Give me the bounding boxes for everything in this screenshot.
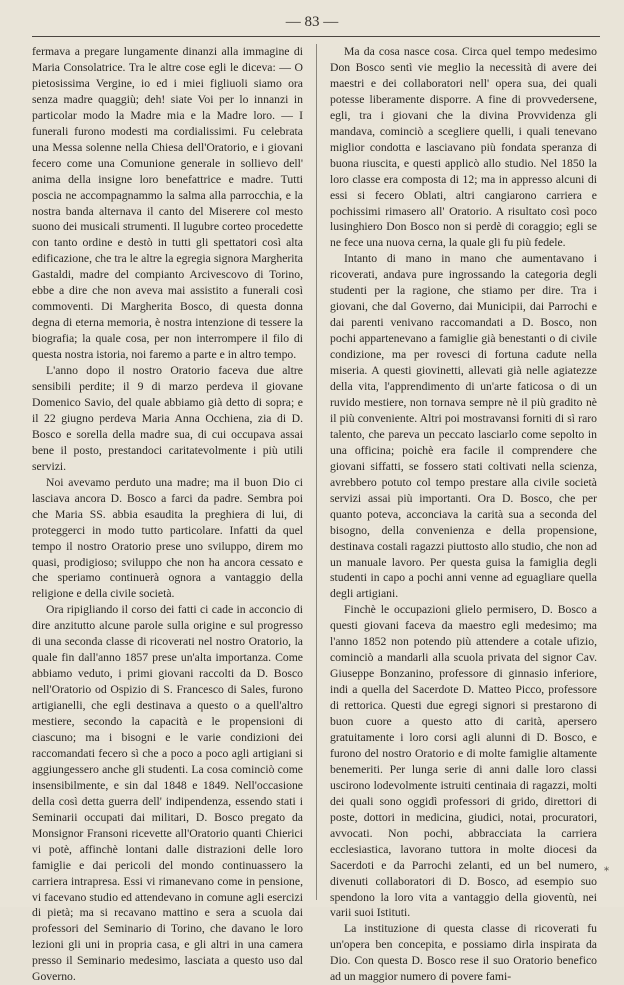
header-rule: [32, 36, 600, 37]
left-column: [32, 44, 303, 984]
column-divider: [316, 44, 317, 900]
page-number: — 83 —: [285, 14, 339, 30]
paragraph: Ma da cosa nasce cosa. Circa quel tempo medesimo Don Bosco sentì vie meglio la necessità di avere dei maestri e dei collaboratori nell' opera sua, dei quali potesse liberamente disporre. A fine di provvedersene, egli, tra i giovani che la divina Provvidenza gli mandava, cominciò a scegliere quelli, i quali tenevano miglior condotta e lasciavano più fondata speranza di buona riuscita, e questi applicò allo studio. Nel 1850 la loro classe era composta di 12; ma in appresso alcuni di essi si fecero Oblati, altri cangiarono carriera e pochissimi rimasero all' Oratorio. A risultato così poco lusinghiero Don Bosco non si perdè di coraggio; egli se ne fece una nuova cerna, la quale gli fu più fedele.: [330, 45, 597, 250]
paragraph: L'anno dopo il nostro Oratorio faceva due altre sensibili perdite; il 9 di marzo perdeva il giovane Domenico Savio, del quale abbiamo già detto di sopra; e il 22 giugno perdeva Maria Anna Occhiena, zia di D. Bosco e sorella della madre sua, di cui occupava assai bene il posto, prestandoci caritatevolmente i più utili servizi.: [32, 364, 303, 473]
paragraph: fermava a pregare lungamente dinanzi alla immagine di Maria Consolatrice. Tra le altre cose egli le diceva: — O pietosissima Vergine, io ed i miei figliuoli siamo ora senza madre quaggiù; deh! siate Voi per lo innanzi in particolar modo la Madre mia e la Madre loro. — I funerali furono modesti ma cordialissimi. Fu celebrata una Messa solenne nella Chiesa dell'Oratorio, e i giovani fecero come una Comunione generale in sollievo dell' anima della insigne loro benefattrice e madre. Tutti poscia ne accompagnammo la salma alla parrocchia, e la nostra banda alternava il canto del Miserere col mesto suono dei musicali strumenti. Il lugubre corteo procedette con tanto ordine e destò in tutti gli spettatori così alta edificazione, che tra le altre la egregia signora Margherita Gastaldi, madre del compianto Arcivescovo di Torino, ebbe a dire che non aveva mai assistito a funerali così commoventi. Di Margherita Bosco, di questa donna degna di eterna memoria, è nostra intenzione di tessere la biografia; la quale cosa, per non interrompere il filo di questa nostra istoria, noi faremo a parte e in altro tempo.: [32, 45, 303, 362]
paragraph: Noi avevamo perduto una madre; ma il buon Dio ci lasciava ancora D. Bosco a farci da padre. Sembra poi che Maria SS. abbia esaudita la preghiera di lui, di proteggerci in modo tutto particolare. Infatti da quel tempo il nostro Oratorio prese uno sviluppo, direm mo quasi, prodigioso; sviluppo che non ha ancora cessato e che speriamo continuerà ognora a vantaggio della religione e della civile società.: [32, 475, 303, 601]
paragraph: Intanto di mano in mano che aumentavano i ricoverati, andava pure ingrossando la categoria degli studenti per la ragione, che stiamo per dire. Tra i giovani, che dal Governo, dai Municipii, dai Parrochi e dai parenti venivano raccomandati a D. Bosco, non pochi appartenevano a famiglie già benestanti o di civile condizione, ma per rovesci di fortuna cadute nella miseria. A questi giovinetti, allevati già nelle agiatezze della vita, l'apprendimento di un'arte faticosa o di un ruvido mestiere, non tornava sempre nè il più gradito nè il più conveniente. Altri poi mostravansi forniti di sì raro talento, che pareva un peccato lasciarlo come sepolto in una officina; poichè era facile il comprendere che giovani siffatti, se fossero stati coltivati nella scienza, avrebbero potuto col tempo prestare alla civile società servizi assai più importanti. Ora D. Bosco, che per quanto poteva, acconciava la carità sua a seconda del bisogno, della convenienza e della propensione, destinava costali ragazzi piuttosto allo studio, che non ad un manuale lavoro. Per questa guisa la famiglia degli studenti in capo a pochi anni venne ad eguagliare quella degli artigiani.: [330, 252, 597, 601]
right-column: [330, 44, 597, 984]
paragraph: Ora ripigliando il corso dei fatti ci cade in acconcio di dire anzitutto alcune parole sulla origine e sul progresso di una seconda classe di ricoverati nel nostro Oratorio, la quale fin dall'anno 1857 prese un'alta importanza. Come abbiamo veduto, i primi giovani raccolti da D. Bosco nell'Oratorio od Ospizio di S. Francesco di Sales, furono artigianelli, che egli destinava a questo o a quell'altro mestiere, secondo la capacità e le propensioni di ciascuno; ma i bisogni e le varie condizioni dei raccomandati fecero sì che a poco a poco agli artigiani si aggiungessero anche gli studenti. La cosa cominciò come insensibilmente, e sin dal 1848 e 1849. Nell'occasione della così detta guerra dell' indipendenza, essendo stati i Seminarii occupati dai militari, D. Bosco pregato da Monsignor Fransoni ricevette all'Oratorio quanti Chierici vi potè, affinchè lontani dalle distrazioni delle loro famiglie e dai pericoli del mondo continuassero la carriera intrapresa. Essi vi rimanevano come in pensione, vi facevano studio ed attendevano in comune agli esercizi di pietà; ma si recavano mattino e sera a scuola dai professori del Seminario di Torino, che davano le loro lezioni gli uni in propria casa, e gli altri in una camera presso il Seminario medesimo, lasciata a questo uso dal Governo.: [32, 603, 303, 984]
paragraph: Finchè le occupazioni glielo permisero, D. Bosco a questi giovani faceva da maestro egli medesimo; ma l'anno 1852 non potendo più attendere a cotale ufizio, cominciò a mandarli alla scuola privata del signor Cav. Giuseppe Bonzanino, professore di ginnasio inferiore, indi a quella del Sacerdote D. Matteo Picco, professore di rettorica. Questi due egregi signori si prestarono di buon cuore a questo atto di carità, apersero gratuitamente i loro corsi agli alunni di D. Bosco, e furono del nostro Oratorio e di molte famiglie altamente benemeriti. Per lunga serie di anni dalle loro classi uscirono lodevolmente istruiti centinaia di ragazzi, molti dei quali sono oggidì professori di grido, direttori di poste, dottori in medicina, giudici, notai, procuratori, avvocati. Non pochi, abbracciata la carriera ecclesiastica, lavorano tuttora in molte diocesi da Sacerdoti e da Parrochi zelanti, ed un bel numero, divenuti collaboratori di D. Bosco, ad esempio suo spendono la loro vita a vantaggio della gioventù, nei varii suoi Istituti.: [330, 603, 597, 920]
paragraph: La instituzione di questa classe di ricoverati fu un'opera ben concepita, e possiamo dirla inspirata da Dio. Con questa D. Bosco rese il suo Oratorio benefico ad un maggior numero di povere fami-: [330, 922, 597, 984]
margin-mark: *: [604, 866, 609, 877]
